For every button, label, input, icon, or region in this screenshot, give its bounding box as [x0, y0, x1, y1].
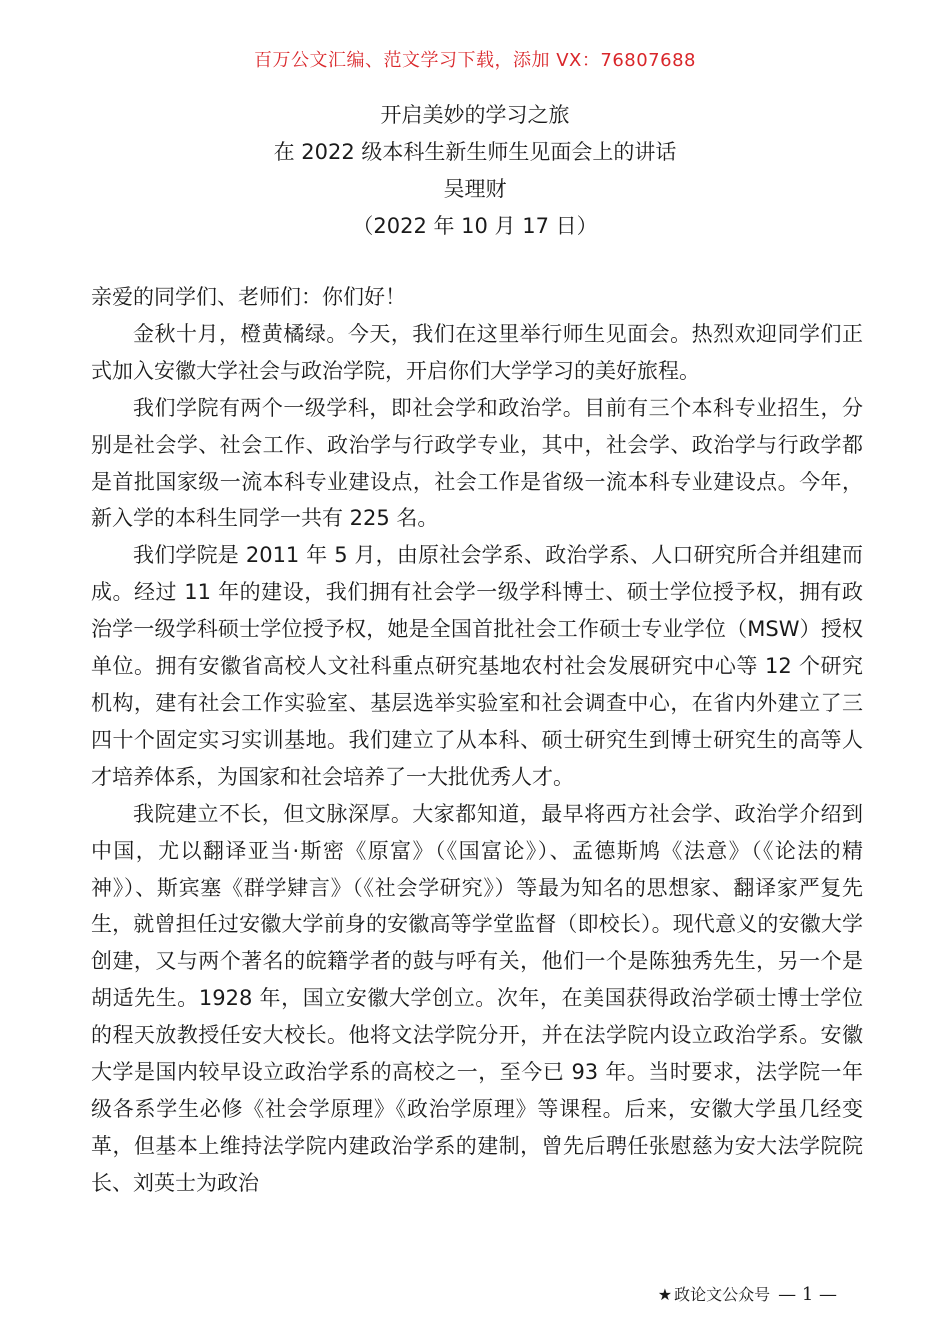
title-block [0, 97, 950, 245]
page-footer [658, 1282, 837, 1305]
paragraph: 我们学院是 2011 年 5 月，由原社会学系、政治学系、人口研究所合并组建而成。经过 11 年的建设，我们拥有社会学一级学科博士、硕士学位授予权，拥有政治学一级学科硕士学位授予权，她是全国首批社会工作硕士专业学位（MSW）授权单位。拥有安徽省高校人文社科重点研究基地农村社会发展研究中心等 12 个研究机构，建有社会工作实验室、基层选举实验室和社会调查中心，在省内外建立了三四十个固定实习实训基地。我们建立了从本科、硕士研究生到博士研究生的高等人才培养体系，为国家和社会培养了一大批优秀人才。 [91, 543, 863, 789]
watermark-banner: 百万公文汇编、范文学习下载，添加 VX：76807688 [254, 50, 696, 71]
speech-title: 开启美妙的学习之旅 [380, 103, 570, 127]
speech-subtitle: 在 2022 级本科生新生师生见面会上的讲话 [273, 140, 677, 164]
speech-body [91, 279, 863, 1202]
star-icon: ★ [657, 1285, 673, 1304]
page-number: — 1 — [778, 1284, 837, 1305]
paragraph: 我们学院有两个一级学科，即社会学和政治学。目前有三个本科专业招生，分别是社会学、社会工作、政治学与行政学专业，其中，社会学、政治学与行政学都是首批国家级一流本科专业建设点，社会工作是省级一流本科专业建设点。今年，新入学的本科生同学一共有 225 名。 [91, 395, 863, 531]
salutation: 亲爱的同学们、老师们：你们好！ [91, 285, 406, 309]
footer-source: 政论文公众号 [674, 1285, 771, 1304]
speech-date: （2022 年 10 月 17 日） [352, 214, 598, 238]
speech-author: 吴理财 [443, 177, 507, 201]
paragraph: 我院建立不长，但文脉深厚。大家都知道，最早将西方社会学、政治学介绍到中国，尤以翻译亚当·斯密《原富》（《国富论》）、孟德斯鸠《法意》（《论法的精神》）、斯宾塞《群学肄言》（《社会学研究》）等最为知名的思想家、翻译家严复先生，就曾担任过安徽大学前身的安徽高等学堂监督（即校长）。现代意义的安徽大学创建，又与两个著名的皖籍学者的鼓与呼有关，他们一个是陈独秀先生，另一个是胡适先生。1928 年，国立安徽大学创立。次年，在美国获得政治学硕士博士学位的程天放教授任安大校长。他将文法学院分开，并在法学院内设立政治学系。安徽大学是国内较早设立政治学系的高校之一，至今已 93 年。当时要求，法学院一年级各系学生必修《社会学原理》《政治学原理》等课程。后来，安徽大学虽几经变革，但基本上维持法学院内建政治学系的建制，曾先后聘任张慰慈为安大法学院院长、刘英士为政治 [91, 801, 864, 1195]
paragraph: 金秋十月，橙黄橘绿。今天，我们在这里举行师生见面会。热烈欢迎同学们正式加入安徽大学社会与政治学院，开启你们大学学习的美好旅程。 [91, 321, 863, 383]
